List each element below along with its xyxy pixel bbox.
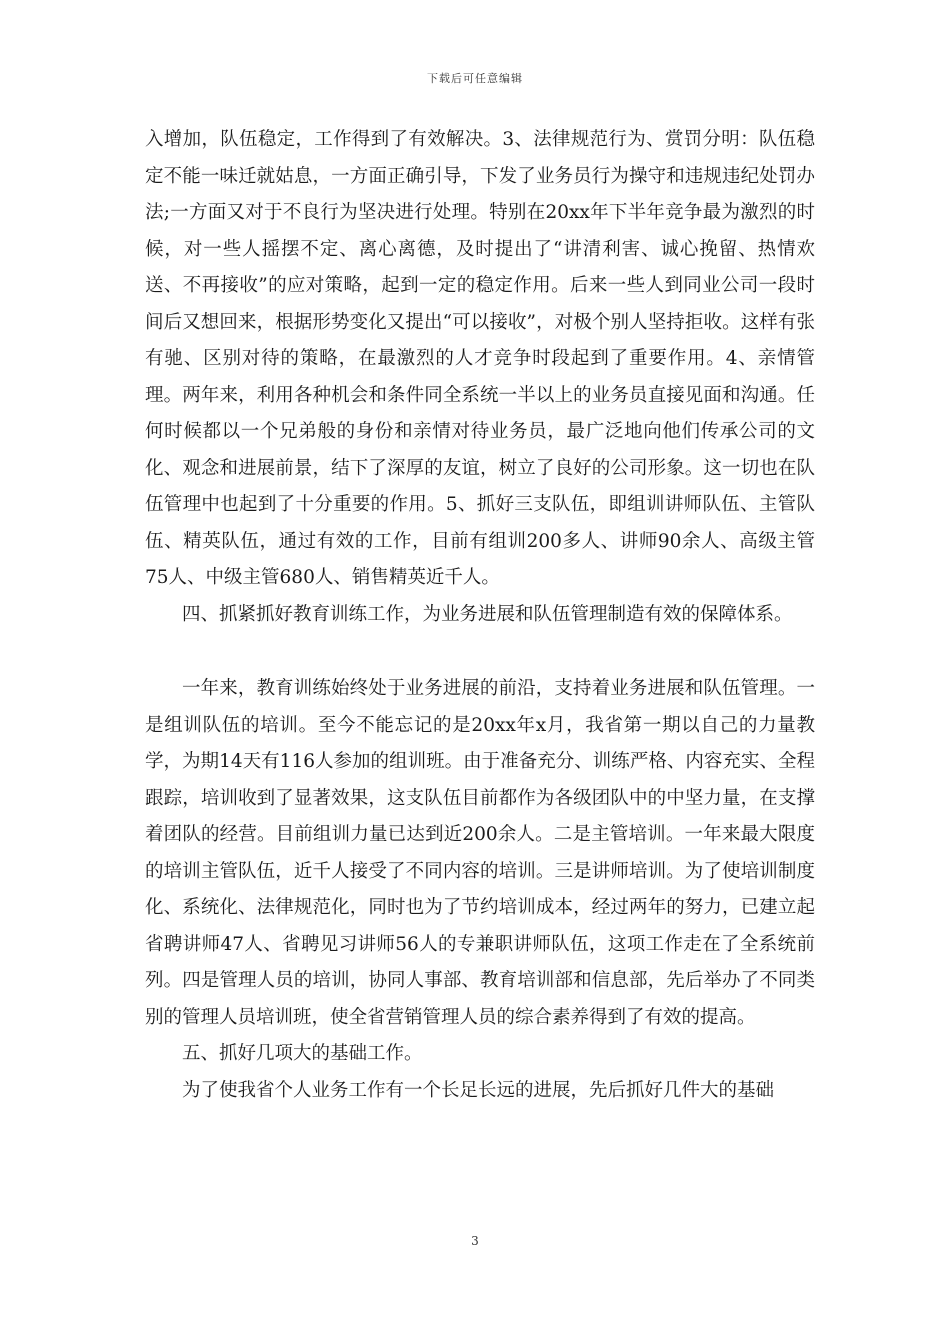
paragraph-foundation: 为了使我省个人业务工作有一个长足长远的进展，先后抓好几件大的基础 — [182, 1079, 775, 1101]
paragraph-team-management: 入增加，队伍稳定，工作得到了有效解决。3、法律规范行为、赏罚分明：队伍稳定不能一味迁就姑息，一方面正确引导，下发了业务员行为操守和违规违纪处罚办法;一方面又对于不良行为坚决进行处理。特别在20xx年下半年竞争最为激烈的时候，对一些人摇摆不定、离心离德，及时提出了“讲清利害、诚心挽留、热情欢送、不再接收”的应对策略，起到一定的稳定作用。后来一些人到同业公司一段时间后又想回来，根据形势变化又提出“可以接收”，对极个别人坚持拒收。这样有张有驰、区别对待的策略，在最激烈的人才竞争时段起到了重要作用。4、亲情管理。两年来，利用各种机会和条件同全系统一半以上的业务员直接见面和沟通。任何时候都以一个兄弟般的身份和亲情对待业务员，最广泛地向他们传承公司的文化、观念和进展前景，结下了深厚的友谊，树立了良好的公司形象。这一切也在队伍管理中也起到了十分重要的作用。5、抓好三支队伍，即组训讲师队伍、主管队伍、精英队伍，通过有效的工作，目前有组训200多人、讲师90余人、高级主管75人、中级主管680人、销售精英近千人。 — [145, 129, 815, 588]
page-number: 3 — [471, 1234, 479, 1248]
section-heading-four: 四、抓紧抓好教育训练工作，为业务进展和队伍管理制造有效的保障体系。 — [182, 603, 793, 625]
page-header-note: 下载后可任意编辑 — [427, 72, 523, 85]
paragraph-training: 一年来，教育训练始终处于业务进展的前沿，支持着业务进展和队伍管理。一是组训队伍的培训。至今不能忘记的是20xx年x月，我省第一期以自己的力量教学，为期14天有116人参加的组训班。由于准备充分、训练严格、内容充实、全程跟踪，培训收到了显著效果，这支队伍目前都作为各级团队中的中坚力量，在支撑着团队的经营。目前组训力量已达到近200余人。二是主管培训。一年来最大限度的培训主管队伍，近千人接受了不同内容的培训。三是讲师培训。为了使培训制度化、系统化、法律规范化，同时也为了节约培训成本，经过两年的努力，已建立起省聘讲师47人、省聘见习讲师56人的专兼职讲师队伍，这项工作走在了全系统前列。四是管理人员的培训，协同人事部、教育培训部和信息部，先后举办了不同类别的管理人员培训班，使全省营销管理人员的综合素养得到了有效的提高。 — [145, 678, 815, 1028]
document-body — [145, 122, 815, 1109]
section-heading-five: 五、抓好几项大的基础工作。 — [182, 1043, 423, 1064]
paragraph-spacer — [145, 633, 815, 671]
